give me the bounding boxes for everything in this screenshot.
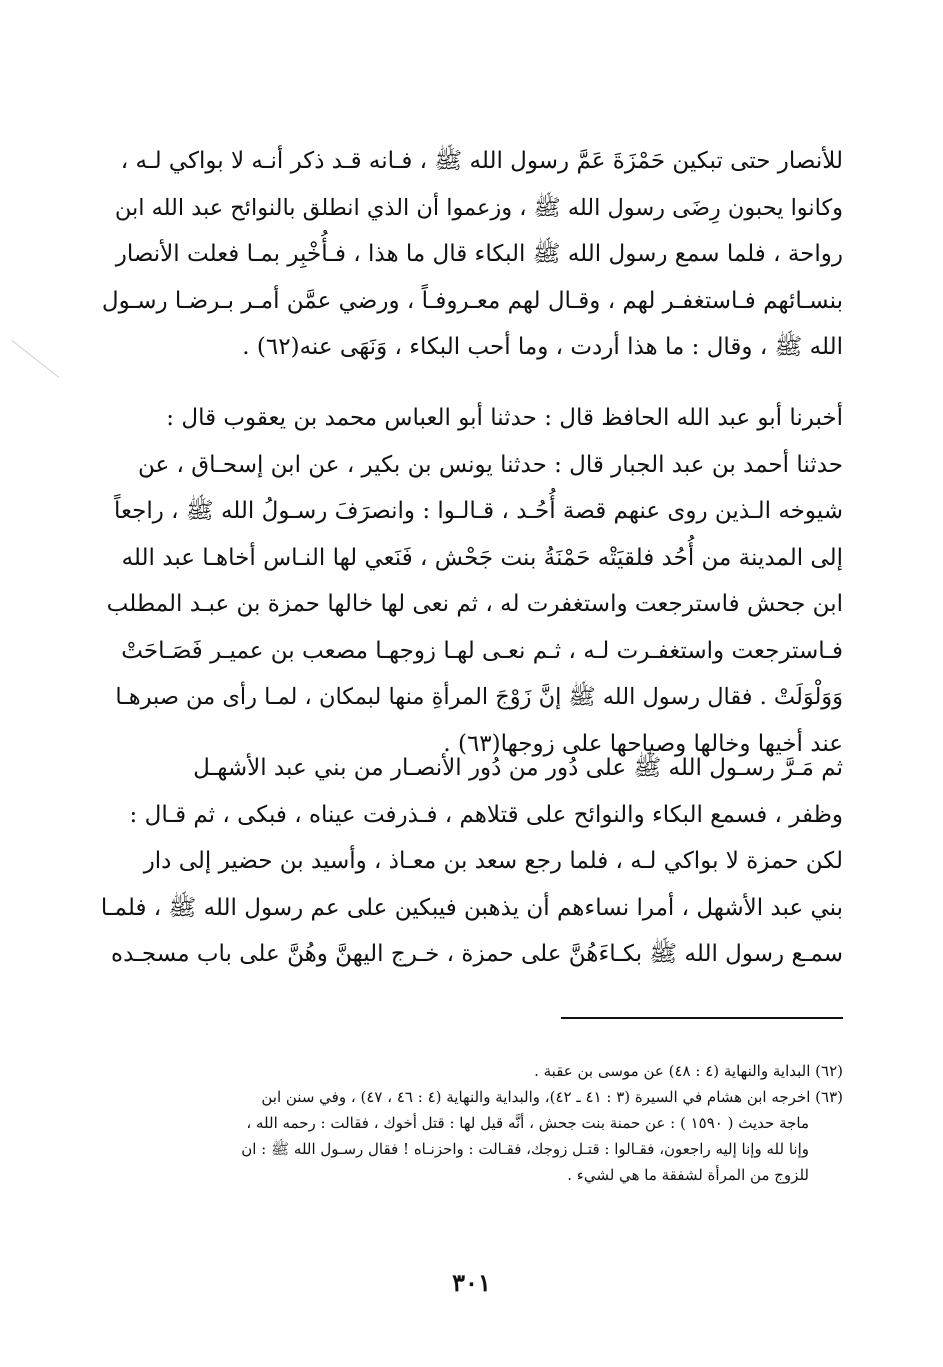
text-line: فـاسترجعت واستغفـرت لـه ، ثـم نعـى لهـا زوجهـا مصعب بن عميـر فَصَـاحَتْ xyxy=(121,637,843,664)
footnote-62: (٦٢) البداية والنهاية (٤ : ٤٨) عن موسى بن عقبة . xyxy=(534,1062,843,1080)
paragraph-3 xyxy=(100,745,843,978)
text-line: حدثنا أحمد بن عبد الجبار قال : حدثنا يونس بن بكير ، عن ابن إسحـاق ، عن xyxy=(137,451,843,478)
text-line: شيوخه الـذين روى عنهم قصة أُحُـد ، قـالـوا : وانصرَفَ رسـولُ الله ﷺ ، راجعاً xyxy=(114,498,843,524)
footnote-63-continued: ماجة حديث ( ١٥٩٠ ) : عن حمنة بنت جحش ، أنَّه قيل لها : قتل أخوك ، فقالت : رحمه الله ، xyxy=(246,1114,809,1132)
footnote-63-continued: للزوج من المرأة لشفقة ما هي لشيء . xyxy=(567,1166,809,1184)
paragraph-2 xyxy=(100,395,843,767)
scan-artifact xyxy=(11,340,59,378)
text-line: عند أخيها وخالها وصياحها على زوجها(٦٣) . xyxy=(443,730,843,757)
text-line: وَوَلْوَلَتْ . فقال رسول الله ﷺ إنَّ زَوْجَ المرأةِ منها لبمكان ، لمـا رأى من صبرهـا xyxy=(115,684,843,710)
footnote-63-continued: وإنا لله وإنا إليه راجعون، فقـالوا : قتـل زوجك، فقـالت : واحزنـاه ! فقال رسـول الله ﷺ : ان xyxy=(241,1140,809,1158)
text-line: رواحة ، فلما سمع رسول الله ﷺ البكاء قال ما هذا ، فـأُخْبِر بمـا فعلت الأنصار xyxy=(115,241,843,267)
text-line: بني عبد الأشهل ، أمرا نساءهم أن يذهبن فيبكين على عم رسول الله ﷺ ، فلمـا xyxy=(100,894,843,921)
text-line: لكن حمزة لا بواكي لـه ، فلما رجع سعد بن معـاذ ، وأسيد بن حضير إلى دار xyxy=(143,848,843,874)
footnote-divider xyxy=(561,1017,843,1019)
text-line: ثم مَـرَّ رسـول الله ﷺ على دُور من دُور الأنصـار من بني عبد الأشهـل xyxy=(193,755,843,781)
footnotes xyxy=(100,1058,843,1188)
text-line: أخبرنا أبو عبد الله الحافظ قال : حدثنا أبو العباس محمد بن يعقوب قال : xyxy=(166,405,843,431)
text-line: الله ﷺ ، وقال : ما هذا أردت ، وما أحب البكاء ، وَنَهَى عنه(٦٢) . xyxy=(242,334,843,360)
text-line: وكانوا يحبون رِضَى رسول الله ﷺ ، وزعموا أن الذي انطلق بالنوائح عبد الله ابن xyxy=(114,194,843,221)
text-line: للأنصار حتى تبكين حَمْزَةَ عَمَّ رسول الله ﷺ ، فـانه قـد ذكر أنـه لا بواكي لـه ، xyxy=(120,148,843,174)
paragraph-1 xyxy=(100,138,843,371)
text-line: وظفر ، فسمع البكاء والنوائح على قتلاهم ، فـذرفت عيناه ، فبكى ، ثم قـال : xyxy=(129,801,843,828)
text-line: سمـع رسول الله ﷺ بكـاءَهُنَّ على حمزة ، خـرج اليهنَّ وهُنَّ على باب مسجـده xyxy=(111,941,843,967)
footnote-63: (٦٣) اخرجه ابن هشام في السيرة (٣ : ٤١ ـ ٤٢)، والبداية والنهاية (٤ : ٤٦ ، ٤٧) ، وفي سنن ابن xyxy=(261,1088,843,1106)
text-line: بنسـائهم فـاستغفـر لهم ، وقـال لهم معـروفـاً ، ورضي عمَّن أمـر بـرضـا رسـول xyxy=(101,287,843,314)
page-number: ٣٠١ xyxy=(452,1268,491,1297)
text-line: إلى المدينة من أُحُد فلقيَتْه حَمْنَةُ بنت جَحْش ، فَنَعي لها النـاس أخاهـا عبد الله xyxy=(121,544,843,571)
text-line: ابن جحش فاسترجعت واستغفرت له ، ثم نعى لها خالها حمزة بن عبـد المطلب xyxy=(106,591,843,617)
